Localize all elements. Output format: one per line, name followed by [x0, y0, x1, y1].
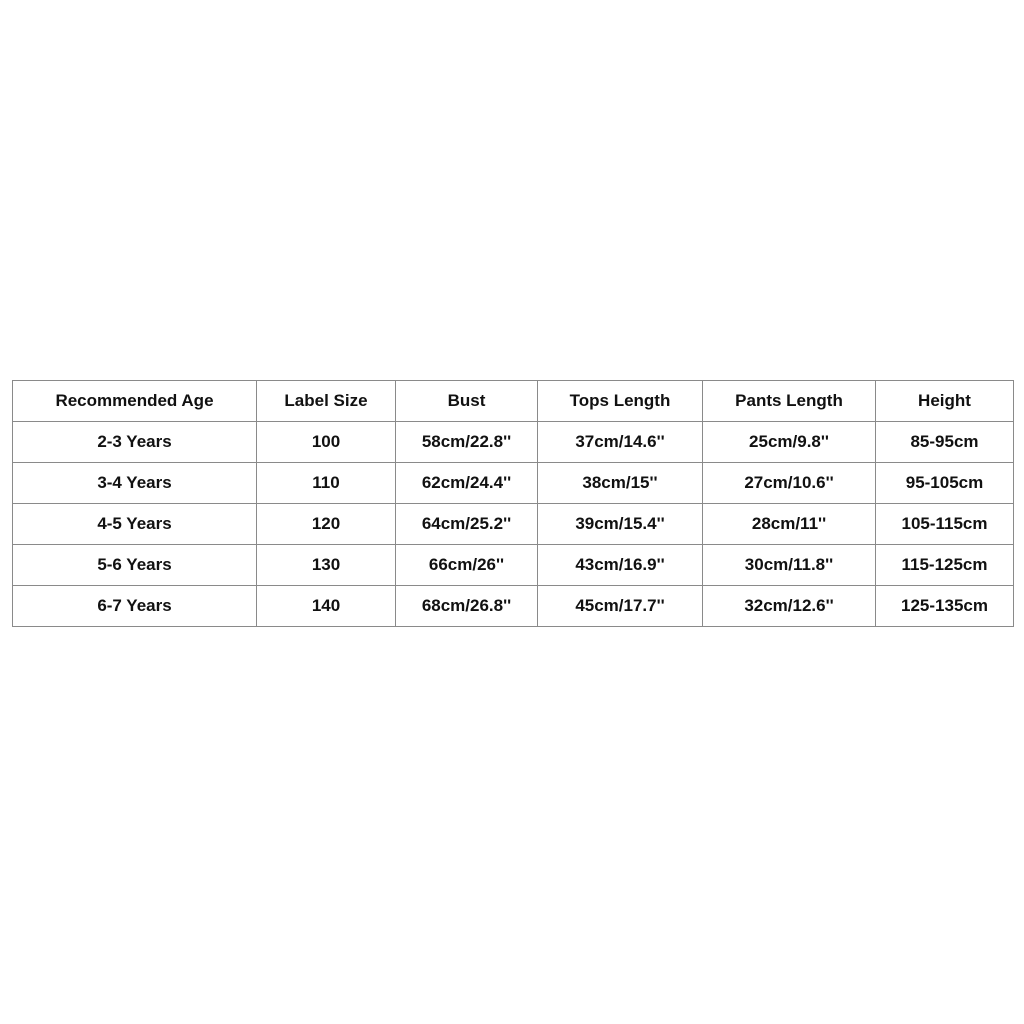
cell-bust: 66cm/26'': [396, 545, 538, 586]
header-row: [13, 381, 1014, 422]
cell-pants-length: 32cm/12.6'': [703, 586, 876, 627]
cell-pants-length: 25cm/9.8'': [703, 422, 876, 463]
cell-bust: 58cm/22.8'': [396, 422, 538, 463]
cell-label-size: 110: [257, 463, 396, 504]
cell-tops-length: 38cm/15'': [538, 463, 703, 504]
table-row: [13, 586, 1014, 627]
cell-pants-length: 30cm/11.8'': [703, 545, 876, 586]
header-pants-length: Pants Length: [703, 381, 876, 422]
cell-age: 4-5 Years: [13, 504, 257, 545]
cell-tops-length: 39cm/15.4'': [538, 504, 703, 545]
cell-tops-length: 45cm/17.7'': [538, 586, 703, 627]
header-label-size: Label Size: [257, 381, 396, 422]
cell-age: 6-7 Years: [13, 586, 257, 627]
cell-age: 3-4 Years: [13, 463, 257, 504]
cell-bust: 62cm/24.4'': [396, 463, 538, 504]
header-recommended-age: Recommended Age: [13, 381, 257, 422]
header-tops-length: Tops Length: [538, 381, 703, 422]
cell-age: 2-3 Years: [13, 422, 257, 463]
header-height: Height: [876, 381, 1014, 422]
table-row: [13, 422, 1014, 463]
cell-bust: 68cm/26.8'': [396, 586, 538, 627]
cell-label-size: 130: [257, 545, 396, 586]
cell-height: 125-135cm: [876, 586, 1014, 627]
cell-height: 105-115cm: [876, 504, 1014, 545]
cell-tops-length: 43cm/16.9'': [538, 545, 703, 586]
header-bust: Bust: [396, 381, 538, 422]
cell-age: 5-6 Years: [13, 545, 257, 586]
cell-height: 95-105cm: [876, 463, 1014, 504]
cell-height: 115-125cm: [876, 545, 1014, 586]
cell-pants-length: 27cm/10.6'': [703, 463, 876, 504]
table-row: [13, 463, 1014, 504]
cell-bust: 64cm/25.2'': [396, 504, 538, 545]
cell-label-size: 140: [257, 586, 396, 627]
cell-pants-length: 28cm/11'': [703, 504, 876, 545]
size-chart-table: [12, 380, 1014, 627]
cell-tops-length: 37cm/14.6'': [538, 422, 703, 463]
cell-label-size: 100: [257, 422, 396, 463]
table-row: [13, 504, 1014, 545]
cell-height: 85-95cm: [876, 422, 1014, 463]
table-row: [13, 545, 1014, 586]
cell-label-size: 120: [257, 504, 396, 545]
